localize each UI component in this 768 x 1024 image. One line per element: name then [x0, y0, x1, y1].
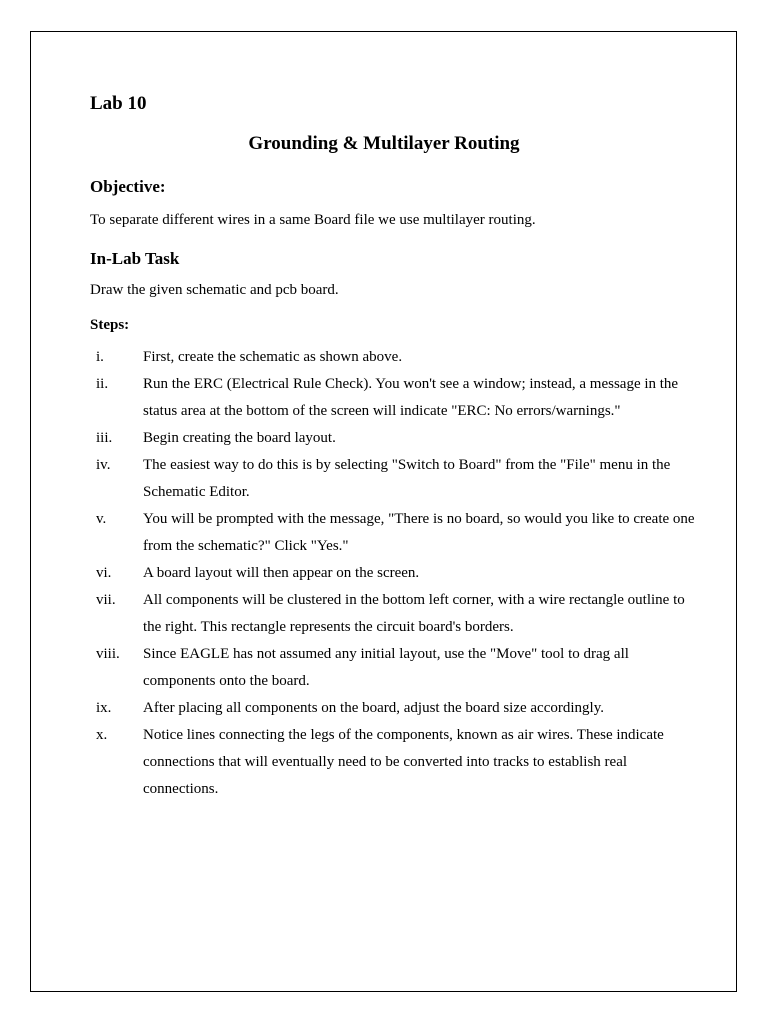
step-item	[96, 695, 696, 722]
step-item	[96, 344, 696, 371]
step-number: iii.	[96, 430, 113, 446]
step-text: You will be prompted with the message, "There is no board, so would you like to create one from the schematic?" Click "Yes."	[143, 511, 695, 554]
step-item	[96, 371, 696, 425]
in-lab-task-text: Draw the given schematic and pcb board.	[90, 282, 339, 298]
in-lab-task-heading: In-Lab Task	[90, 249, 180, 268]
step-number: vi.	[96, 565, 112, 581]
step-item	[96, 560, 696, 587]
step-text: Run the ERC (Electrical Rule Check). You won't see a window; instead, a message in the status area at the bottom of the screen will indicate "ERC: No errors/warnings."	[143, 376, 679, 419]
step-text: A board layout will then appear on the screen.	[143, 565, 420, 581]
step-number: ix.	[96, 700, 112, 716]
lab-number-heading: Lab 10	[90, 93, 147, 114]
step-item	[96, 506, 696, 560]
document-title: Grounding & Multilayer Routing	[248, 133, 520, 154]
step-number: ii.	[96, 376, 109, 392]
step-text: First, create the schematic as shown above.	[143, 349, 403, 365]
step-number: iv.	[96, 457, 111, 473]
objective-text: To separate different wires in a same Board file we use multilayer routing.	[90, 212, 536, 228]
step-number: viii.	[96, 646, 120, 662]
step-text: Notice lines connecting the legs of the components, known as air wires. These indicate connections that will eventually need to be converted into tracks to establish real connections.	[143, 727, 664, 797]
step-number: i.	[96, 349, 104, 365]
step-number: vii.	[96, 592, 116, 608]
step-item	[96, 452, 696, 506]
step-item	[96, 425, 696, 452]
step-text: All components will be clustered in the bottom left corner, with a wire rectangle outline to the right. This rectangle represents the circuit board's borders.	[143, 592, 685, 635]
step-number: x.	[96, 727, 108, 743]
step-item	[96, 587, 696, 641]
step-text: After placing all components on the board, adjust the board size accordingly.	[143, 700, 604, 716]
steps-label: Steps:	[90, 317, 130, 333]
step-number: v.	[96, 511, 107, 527]
step-text: The easiest way to do this is by selecting "Switch to Board" from the "File" menu in the Schematic Editor.	[143, 457, 671, 500]
step-item	[96, 722, 696, 803]
steps-list	[96, 344, 696, 803]
step-text: Since EAGLE has not assumed any initial layout, use the "Move" tool to drag all components onto the board.	[143, 646, 629, 689]
step-item	[96, 641, 696, 695]
step-text: Begin creating the board layout.	[143, 430, 336, 446]
objective-heading: Objective:	[90, 177, 166, 196]
